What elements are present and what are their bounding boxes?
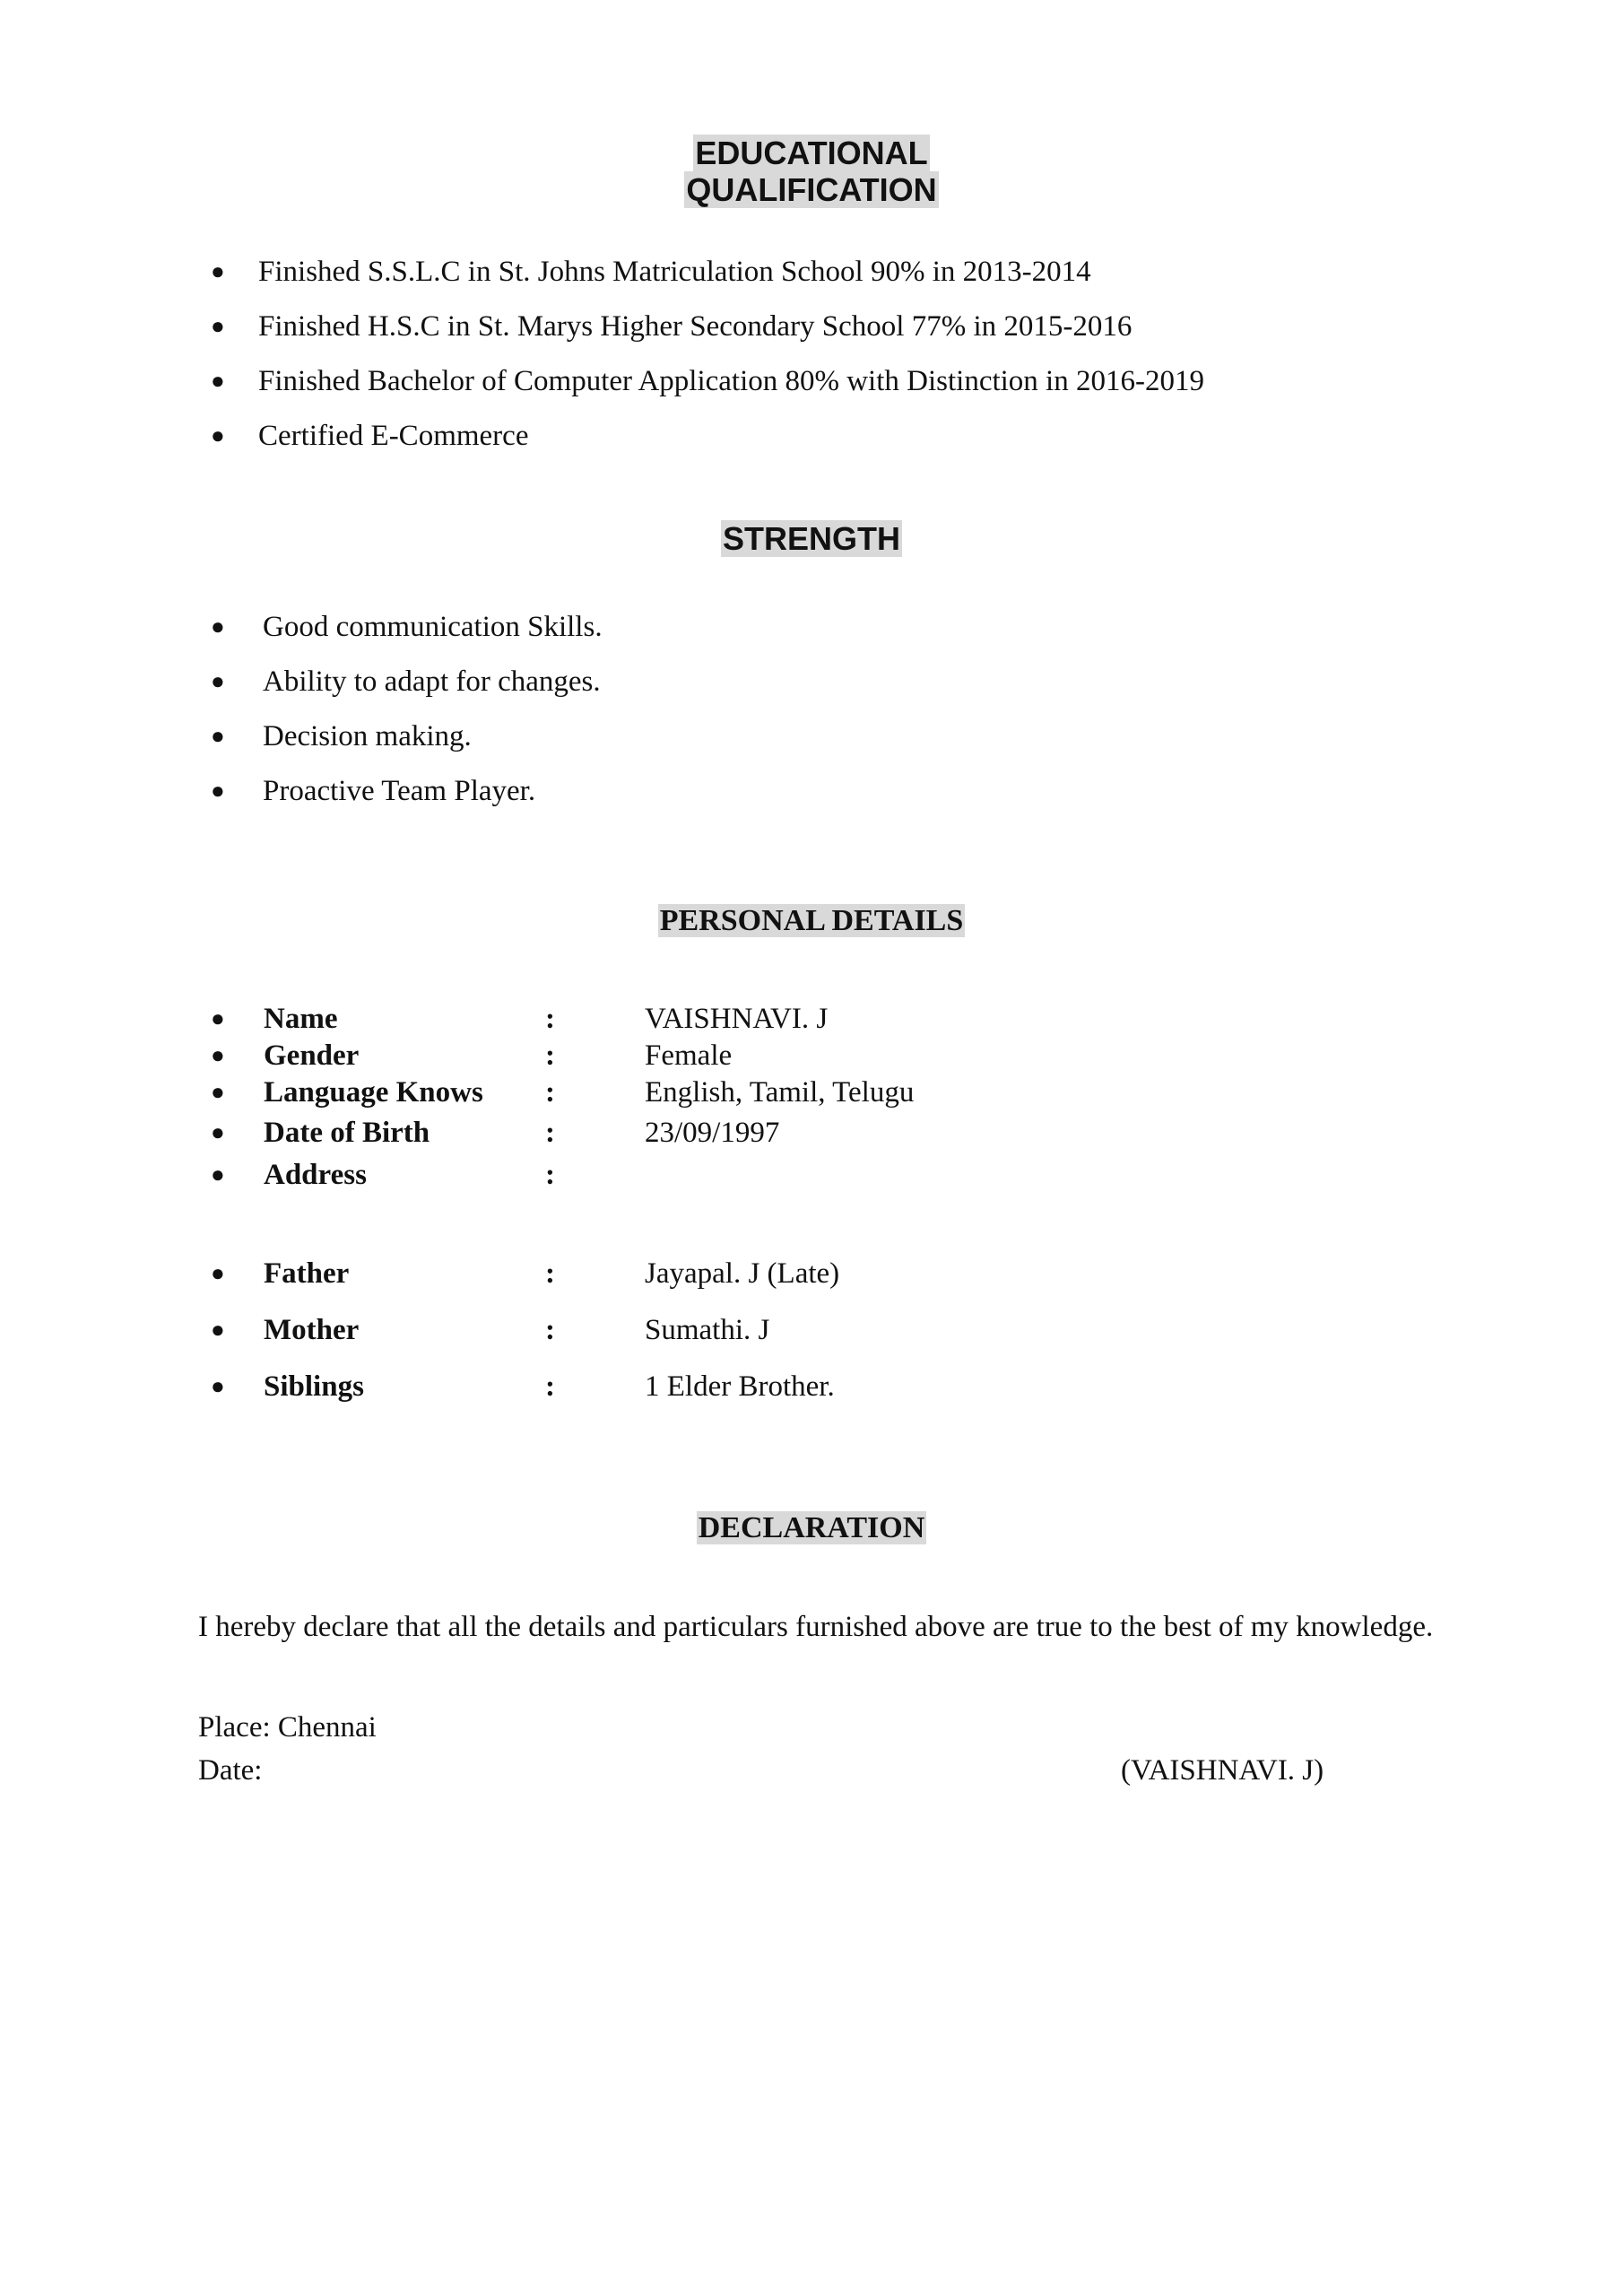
detail-value: 23/09/1997 — [645, 1117, 780, 1149]
bullet-icon: ● — [211, 1161, 225, 1187]
bullet-icon: ● — [211, 723, 225, 749]
detail-label: Language Knows — [264, 1076, 483, 1109]
strength-item-text: Proactive Team Player. — [263, 775, 536, 807]
detail-value: VAISHNAVI. J — [645, 1003, 829, 1035]
declaration-date: Date: — [198, 1754, 263, 1787]
detail-value: 1 Elder Brother. — [645, 1370, 835, 1403]
education-heading — [0, 135, 1623, 208]
declaration-place: Place: Chennai — [198, 1711, 377, 1744]
bullet-icon: ● — [211, 668, 225, 694]
detail-label: Siblings — [264, 1370, 364, 1403]
detail-separator: : — [545, 1003, 555, 1035]
detail-label: Mother — [264, 1314, 360, 1346]
detail-separator: : — [545, 1117, 555, 1149]
education-item-text: Finished H.S.C in St. Marys Higher Secondary School 77% in 2015-2016 — [258, 310, 1133, 343]
detail-separator: : — [545, 1370, 555, 1403]
detail-label: Gender — [264, 1039, 360, 1072]
detail-label: Address — [264, 1159, 367, 1191]
detail-label: Name — [264, 1003, 338, 1035]
bullet-icon: ● — [211, 1373, 225, 1399]
bullet-icon: ● — [211, 258, 225, 284]
strength-heading — [0, 520, 1623, 557]
detail-separator: : — [545, 1257, 555, 1290]
strength-item-text: Decision making. — [263, 720, 472, 752]
detail-value: Jayapal. J (Late) — [645, 1257, 840, 1290]
education-item-text: Certified E-Commerce — [258, 420, 529, 452]
bullet-icon: ● — [211, 1260, 225, 1286]
education-heading-line2: QUALIFICATION — [686, 171, 937, 208]
bullet-icon: ● — [211, 422, 225, 448]
bullet-icon: ● — [211, 1119, 225, 1145]
bullet-icon: ● — [211, 1042, 225, 1068]
education-heading-line1: EDUCATIONAL — [695, 135, 928, 171]
declaration-heading — [0, 1510, 1623, 1546]
signature-name: (VAISHNAVI. J) — [1121, 1754, 1324, 1787]
bullet-icon: ● — [211, 313, 225, 339]
detail-label: Father — [264, 1257, 350, 1290]
bullet-icon: ● — [211, 1079, 225, 1105]
detail-value: Sumathi. J — [645, 1314, 770, 1346]
detail-separator: : — [545, 1159, 555, 1191]
detail-separator: : — [545, 1039, 555, 1072]
bullet-icon: ● — [211, 778, 225, 804]
strength-item-text: Ability to adapt for changes. — [263, 665, 601, 698]
bullet-icon: ● — [211, 1005, 225, 1031]
personal-heading-text: PERSONAL DETAILS — [659, 904, 964, 937]
education-item-text: Finished Bachelor of Computer Application 80% with Distinction in 2016-2019 — [258, 365, 1204, 397]
declaration-text: I hereby declare that all the details and particulars furnished above are true to the best of my knowledge. — [198, 1611, 1434, 1643]
bullet-icon: ● — [211, 368, 225, 394]
strength-item-text: Good communication Skills. — [263, 611, 603, 643]
bullet-icon: ● — [211, 613, 225, 639]
strength-heading-text: STRENGTH — [723, 520, 900, 557]
detail-label: Date of Birth — [264, 1117, 430, 1149]
detail-value: Female — [645, 1039, 733, 1072]
detail-separator: : — [545, 1076, 555, 1109]
personal-heading — [0, 903, 1623, 939]
education-item-text: Finished S.S.L.C in St. Johns Matriculation School 90% in 2013-2014 — [258, 256, 1091, 288]
detail-value: English, Tamil, Telugu — [645, 1076, 915, 1109]
bullet-icon: ● — [211, 1317, 225, 1343]
detail-separator: : — [545, 1314, 555, 1346]
declaration-heading-text: DECLARATION — [698, 1511, 925, 1544]
